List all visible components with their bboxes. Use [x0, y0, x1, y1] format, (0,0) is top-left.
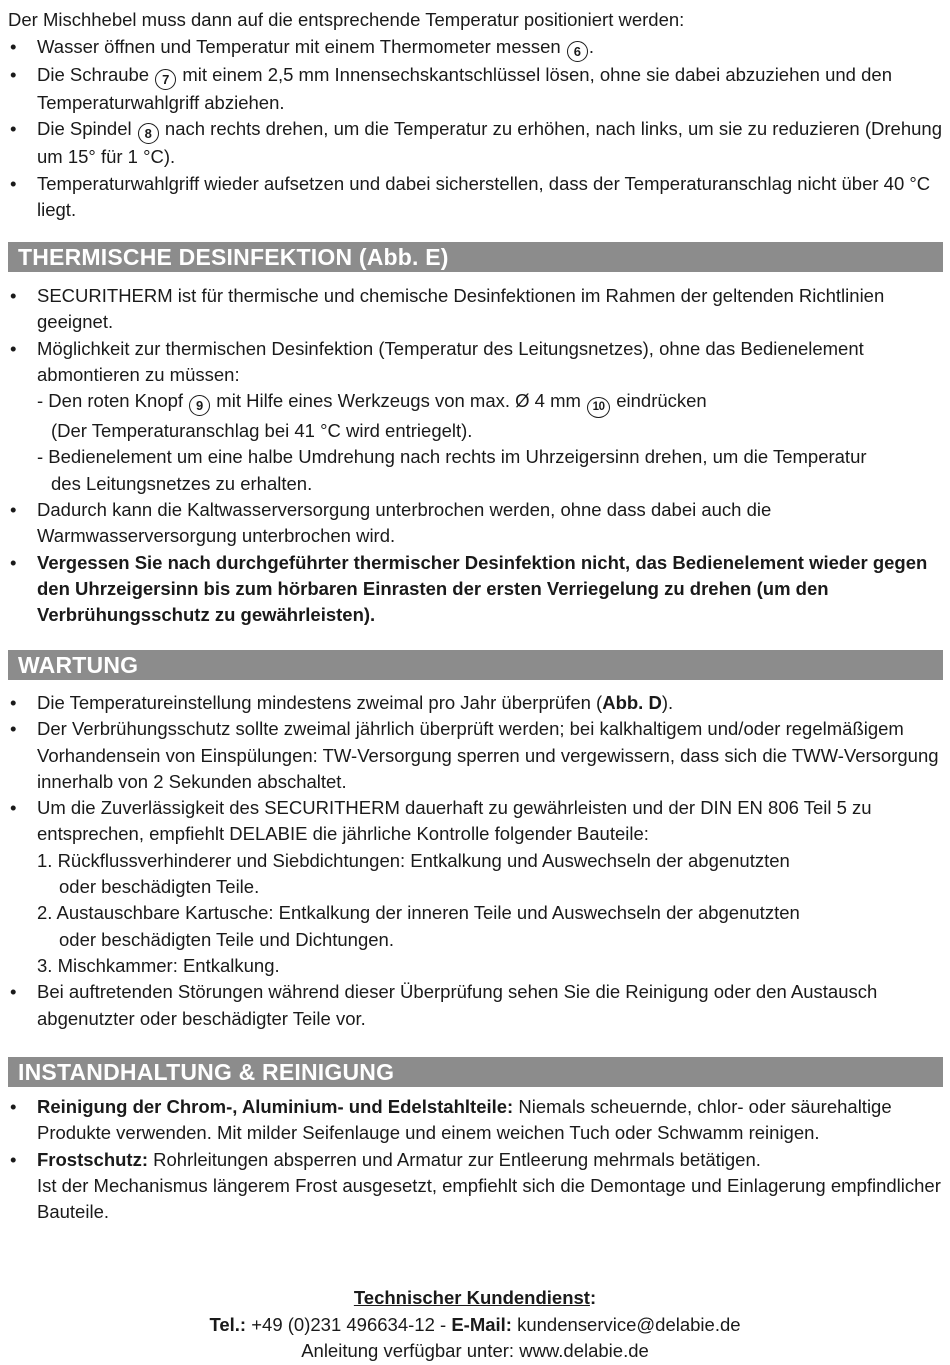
intro-text: Der Mischhebel muss dann auf die entsprechende Temperatur positioniert werden:: [8, 9, 685, 30]
footer-title: Technischer Kundendienst:: [353, 1287, 597, 1308]
numbered-item: 3. Mischkammer: Entkalkung.: [37, 954, 280, 976]
callout-10-icon: 10: [587, 397, 610, 418]
list-item: • Der Verbrühungsschutz sollte zweimal jährlich überprüft werden; bei kalkhaltigem und/oder regelmäßigem Vorhandensein von Einspülungen: TW-Versorgung sperren und vergewissern, dass sich die TWW-Versorgung innerhalb von 2 Sekunden abschaltet.: [8, 716, 944, 795]
list-item: • Die Temperatureinstellung mindestens zweimal pro Jahr überprüfen (Abb. D).: [8, 690, 944, 716]
list-item: • SECURITHERM ist für thermische und chemische Desinfektionen im Rahmen der geltenden Richtlinien geeignet.: [8, 283, 944, 336]
list-item: • Um die Zuverlässigkeit des SECURITHERM dauerhaft zu gewährleisten und der DIN EN 806 Teil 5 zu entsprechen, empfiehlt DELABIE die jährliche Kontrolle folgender Bauteile: 1. Rückflussverhinderer und Siebdichtungen: Entkalkung und Auswechseln der abgenutzten oder beschädigten Teile. 2. Austauschbare Kartusche: Entkalkung der inneren Teile und Auswechseln der abgenutzten oder beschädigten Teile und Dichtungen. 3. Mischkammer: Entkalkung.: [8, 795, 944, 979]
callout-9-icon: 9: [189, 395, 210, 416]
sub-item-continuation: des Leitungsnetzes zu erhalten.: [51, 472, 313, 494]
section-heading-maintenance: WARTUNG: [8, 650, 943, 680]
numbered-item-continuation: oder beschädigten Teile.: [59, 876, 260, 898]
list-item: • Bei auftretenden Störungen während dieser Überprüfung sehen Sie die Reinigung oder den Austausch abgenutzter oder beschädigter Teile vor.: [8, 979, 944, 1032]
cleaning-bullet-list: [8, 1094, 944, 1225]
list-item: • Frostschutz: Rohrleitungen absperren und Armatur zur Entleerung mehrmals betätigen. Ist der Mechanismus längerem Frost ausgesetzt, empfiehlt sich die Demontage und Einlagerung empfindlicher Bauteile.: [8, 1147, 944, 1226]
numbered-item: 1. Rückflussverhinderer und Siebdichtungen: Entkalkung und Auswechseln der abgenutzten: [37, 849, 790, 871]
list-item: • Wasser öffnen und Temperatur mit einem Thermometer messen 6 .: [8, 34, 944, 62]
intro-bullet-list: [8, 34, 944, 223]
list-item: • Reinigung der Chrom-, Aluminium- und Edelstahlteile: Niemals scheuernde, chlor- oder säurehaltige Produkte verwenden. Mit milder Seifenlauge und einem weichen Tuch oder Schwamm reinigen.: [8, 1094, 944, 1147]
thermal-bullet-list: [8, 283, 944, 629]
maintenance-bullet-list: [8, 690, 944, 1032]
email-address: kundenservice@delabie.de: [511, 1313, 741, 1335]
footer-manual-link: Anleitung verfügbar unter: www.delabie.de: [301, 1340, 649, 1361]
sub-item-continuation: (Der Temperaturanschlag bei 41 °C wird entriegelt).: [51, 420, 473, 442]
list-item: • Die Spindel 8 nach rechts drehen, um die Temperatur zu erhöhen, nach links, um sie zu reduzieren (Drehung um 15° für 1 °C).: [8, 116, 944, 170]
callout-6-icon: 6: [567, 41, 588, 62]
footer-contact: Tel.: +49 (0)231 496634-12 - E-Mail: kundenservice@delabie.de: [209, 1313, 741, 1335]
section-heading-thermal-disinfection: THERMISCHE DESINFEKTION (Abb. E): [8, 242, 943, 272]
section-heading-cleaning: INSTANDHALTUNG & REINIGUNG: [8, 1057, 943, 1087]
sub-item: - Den roten Knopf 9 mit Hilfe eines Werkzeugs von max. Ø 4 mm 10 eindrücken: [37, 388, 944, 418]
callout-8-icon: 8: [138, 123, 159, 144]
list-item: [8, 550, 944, 629]
footer: [0, 1285, 950, 1365]
numbered-item: 2. Austauschbare Kartusche: Entkalkung der inneren Teile und Auswechseln der abgenutzten: [37, 902, 800, 924]
list-item: • Temperaturwahlgriff wieder aufsetzen und dabei sicherstellen, dass der Temperaturanschlag nicht über 40 °C liegt.: [8, 171, 944, 224]
sub-item: - Bedienelement um eine halbe Umdrehung nach rechts im Uhrzeigersinn drehen, um die Temperatur: [37, 446, 867, 468]
warning-text: Vergessen Sie nach durchgeführter thermischer Desinfektion nicht, das Bedienelement wieder gegen den Uhrzeigersinn bis zum hörbaren Einrasten der ersten Verriegelung zu drehen (um den Verbrühungsschutz zu gewährleisten).: [37, 551, 928, 626]
list-item: • Die Schraube 7 mit einem 2,5 mm Innensechskantschlüssel lösen, ohne sie dabei abzuziehen und den Temperaturwahlgriff abziehen.: [8, 62, 944, 116]
list-item: • Möglichkeit zur thermischen Desinfektion (Temperatur des Leitungsnetzes), ohne das Bedienelement abmontieren zu müssen: - Den roten Knopf 9 mit Hilfe eines Werkzeugs von max. Ø 4 mm 10 eindrücken (Der Temperaturanschlag bei 41 °C wird entriegelt). - Bedienelement um eine halbe Umdrehung nach rechts im Uhrzeigersinn drehen, um die Temperatur des Leitungsnetzes zu erhalten.: [8, 336, 944, 497]
list-item: • Dadurch kann die Kaltwasserversorgung unterbrochen werden, ohne dass dabei auch die Warmwasserversorgung unterbrochen wird.: [8, 497, 944, 550]
callout-7-icon: 7: [155, 69, 176, 90]
numbered-item-continuation: oder beschädigten Teile und Dichtungen.: [59, 928, 394, 950]
phone-number: +49 (0)231 496634-12 -: [246, 1313, 452, 1335]
